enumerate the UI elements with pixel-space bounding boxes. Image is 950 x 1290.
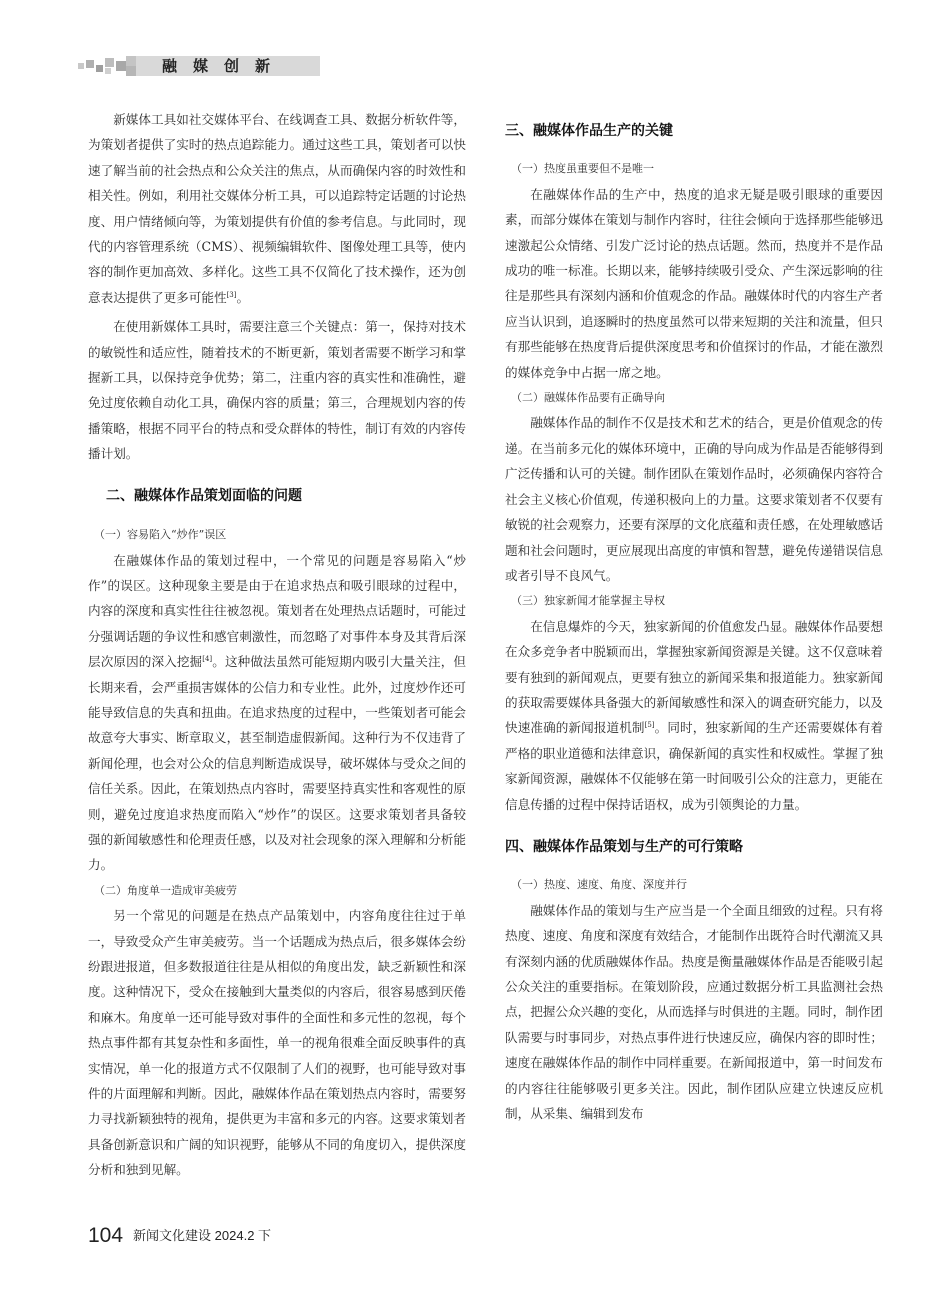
- subsection-heading: （一）热度、速度、角度、深度并行: [511, 878, 687, 892]
- subsection-heading: （三）独家新闻才能掌握主导权: [511, 594, 665, 608]
- paragraph-text-end: 。: [236, 289, 250, 305]
- citation-ref: [3]: [226, 290, 237, 299]
- paragraph: [505, 614, 883, 817]
- section-heading: 三、融媒体作品生产的关键: [505, 123, 673, 139]
- header-pixel-decoration: [78, 56, 136, 76]
- publication-info: 新闻文化建设 2024.2 下: [133, 1228, 272, 1243]
- subsection-heading: （一）容易陷入“炒作”误区: [94, 528, 227, 542]
- page-footer: [88, 1224, 271, 1250]
- right-column: [505, 107, 883, 1126]
- header-section-title: 融媒创新: [162, 57, 287, 75]
- paragraph-text: 新媒体工具如社交媒体平台、在线调查工具、数据分析软件等，为策划者提供了实时的热点追踪能力。通过这些工具，策划者可以快速了解当前的社会热点和公众关注的焦点，从而确保内容的时效性和相关性。例如，利用社交媒体分析工具，可以追踪特定话题的讨论热度、用户情绪倾向等，为策划提供有价值的参考信息。与此同时，现代的内容管理系统（CMS）、视频编辑软件、图像处理工具等，使内容的制作更加高效、多样化。这些工具不仅简化了技术操作，还为创意表达提供了更多可能性: [88, 112, 466, 305]
- subsection-heading: （二）角度单一造成审美疲劳: [94, 883, 237, 897]
- paragraph: 在使用新媒体工具时，需要注意三个关键点：第一，保持对技术的敏锐性和适应性，随着技术的不断更新，策划者需要不断学习和掌握新工具，以保持竞争优势；第二，注重内容的真实性和准确性，避免过度依赖自动化工具，确保内容的质量；第三，合理规划内容的传播策略，根据不同平台的特点和受众群体的特性，制订有效的内容传播计划。: [88, 319, 466, 462]
- paragraph: [88, 548, 466, 878]
- paragraph-text-end: 。这种做法虽然可能短期内吸引大量关注，但长期来看，会严重损害媒体的公信力和专业性。此外，过度炒作还可能导致信息的失真和扭曲。在追求热度的过程中，一些策划者可能会故意夸大事实、断章取义，甚至制造虚假新闻。这种行为不仅违背了新闻伦理，也会对公众的信息判断造成误导，破坏媒体与受众之间的信任关系。因此，在策划热点内容时，需要坚持真实性和客观性的原则，避免过度追求热度而陷入“炒作”的误区。这要求策划者具备较强的新闻敏感性和伦理责任感，以及对社会现象的深入理解和分析能力。: [88, 654, 467, 873]
- subsection-heading: （二）融媒体作品要有正确导向: [511, 391, 665, 405]
- paragraph-text: 在融媒体作品的策划过程中，一个常见的问题是容易陷入“炒作”的误区。这种现象主要是由于在追求热点和吸引眼球的过程中，内容的深度和真实性往往被忽视。策划者在处理热点话题时，可能过分强调话题的争议性和感官刺激性，而忽略了对事件本身及其背后深层次原因的深入挖掘: [88, 552, 466, 670]
- paragraph: 融媒体作品的策划与生产应当是一个全面且细致的过程。只有将热度、速度、角度和深度有效结合，才能制作出既符合时代潮流又具有深刻内涵的优质融媒体作品。热度是衡量融媒体作品是否能吸引起公众关注的重要指标。在策划阶段，应通过数据分析工具监测社会热点，把握公众兴趣的变化，从而选择与时俱进的主题。同时，制作团队需要与时事同步，对热点事件进行快速反应，确保内容的即时性；速度在融媒体作品的制作中同样重要。在新闻报道中，第一时间发布的内容往往能够吸引更多关注。因此，制作团队应建立快速反应机制，从采集、编辑到发布: [505, 902, 883, 1122]
- paragraph: [88, 107, 466, 310]
- section-heading: 二、融媒体作品策划面临的问题: [106, 487, 302, 504]
- page-number: 104: [88, 1224, 124, 1247]
- paragraph-text: 在信息爆炸的今天，独家新闻的价值愈发凸显。融媒体作品要想在众多竞争者中脱颖而出，掌握独家新闻资源是关键。这不仅意味着要有独到的新闻观点，更要有独立的新闻采集和报道能力。独家新闻的获取需要媒体具备强大的新闻敏感性和深入的调查研究能力，以及快速准确的新闻报道机制: [505, 618, 883, 736]
- citation-ref: [4]: [202, 655, 213, 664]
- citation-ref: [5]: [644, 721, 655, 730]
- paragraph: 融媒体作品的制作不仅是技术和艺术的结合，更是价值观念的传递。在当前多元化的媒体环境中，正确的导向成为作品是否能够得到广泛传播和认可的关键。制作团队在策划作品时，必须确保内容符合社会主义核心价值观，传递积极向上的力量。这要求策划者不仅要有敏锐的社会观察力，还要有深厚的文化底蕴和责任感，在处理敏感话题和社会问题时，更应展现出高度的审慎和智慧，避免传递错误信息或者引导不良风气。: [505, 415, 883, 583]
- paragraph: 另一个常见的问题是在热点产品策划中，内容角度往往过于单一，导致受众产生审美疲劳。当一个话题成为热点后，很多媒体会纷纷跟进报道，但多数报道往往是从相似的角度出发，缺乏新颖性和深度。这种情况下，受众在接触到大量类似的内容后，很容易感到厌倦和麻木。角度单一还可能导致对事件的全面性和多元性的忽视，每个热点事件都有其复杂性和多面性，单一的视角很难全面反映事件的真实情况，单一化的报道方式不仅限制了人们的视野，也可能导致对事件的片面理解和判断。因此，融媒体作品在策划热点内容时，需要努力寻找新颖独特的视角，提供更为丰富和多元的内容。这要求策划者具备创新意识和广阔的知识视野，能够从不同的角度切入，提供深度分析和独到见解。: [88, 908, 466, 1178]
- paragraph: 在融媒体作品的生产中，热度的追求无疑是吸引眼球的重要因素，而部分媒体在策划与制作内容时，往往会倾向于选择那些能够迅速激起公众情绪、引发广泛讨论的热点话题。然而，热度并不是作品成功的唯一标准。长期以来，能够持续吸引受众、产生深远影响的往往是那些具有深刻内涵和价值观念的作品。融媒体时代的内容生产者应当认识到，追逐瞬时的热度虽然可以带来短期的关注和流量，但只有那些能够在热度背后提供深度思考和价值探讨的作品，才能在激烈的媒体竞争中占据一席之地。: [505, 186, 883, 380]
- left-column: [88, 107, 466, 1183]
- paragraph-text-end: 。同时，独家新闻的生产还需要媒体有着严格的职业道德和法律意识，确保新闻的真实性和权威性。掌握了独家新闻资源，融媒体不仅能够在第一时间吸引公众的注意力，更能在信息传播的过程中保持话语权，成为引领舆论的力量。: [505, 720, 884, 812]
- subsection-heading: （一）热度虽重要但不是唯一: [511, 162, 654, 176]
- running-header: [78, 56, 320, 76]
- section-heading: 四、融媒体作品策划与生产的可行策略: [505, 838, 743, 855]
